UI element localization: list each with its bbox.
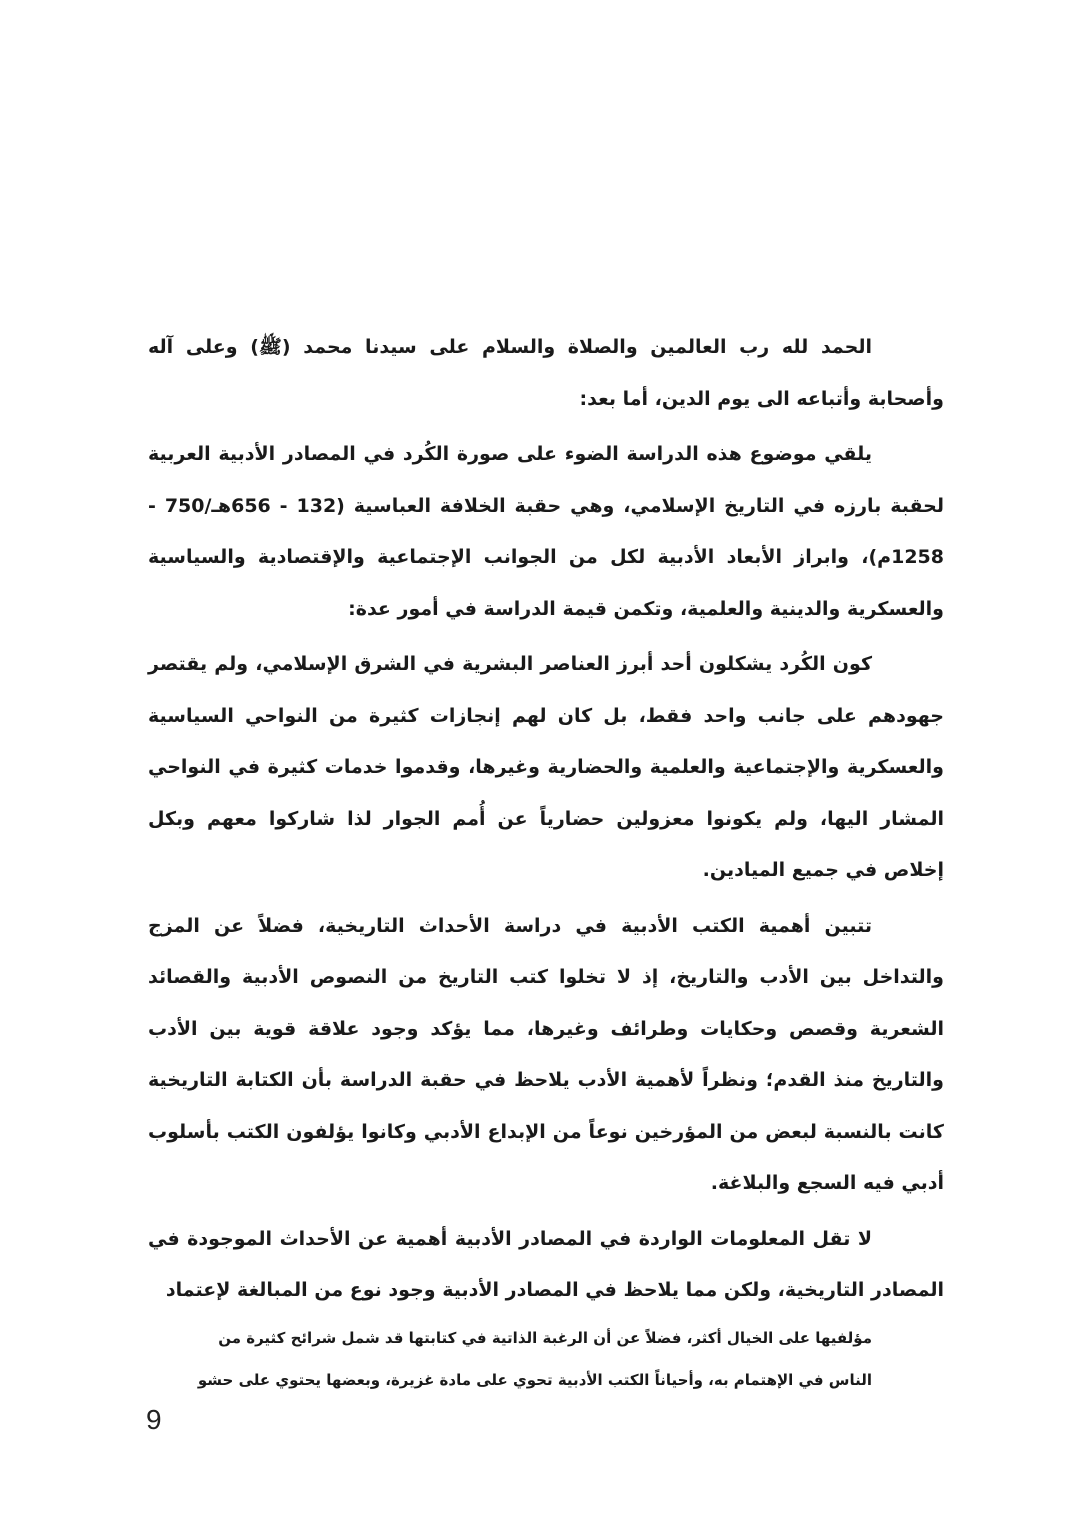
paragraph-sources [148, 1214, 944, 1401]
body-text [148, 322, 944, 1405]
paragraph-sources-line-3: الناس في الإهتمام به، وأحياناً الكتب الأدبية تحوي على مادة غزيرة، وبعضها يحتوي على حشو [197, 1370, 872, 1389]
paragraph-kurds: كون الكُرد يشكلون أحد أبرز العناصر البشرية في الشرق الإسلامي، ولم يقتصر جهودهم على جانب واحد فقط، بل كان لهم إنجازات كثيرة من النواحي السياسية والعسكرية والإجتماعية والعلمية والحضارية وغيرها، وقدموا خدمات كثيرة في النواحي المشار اليها، ولم يكونوا معزولين حضارياً عن أُمم الجوار لذا شاركوا معهم وبكل إخلاص في جميع الميادين. [148, 653, 944, 881]
paragraph-topic: يلقي موضوع هذه الدراسة الضوء على صورة الكُرد في المصادر الأدبية العربية لحقبة بارزه في التاريخ الإسلامي، وهي حقبة الخلافة العباسية (132 - 656هـ/750 - 1258م)، وابراز الأبعاد الأدبية لكل من الجوانب الإجتماعية والإقتصادية والسياسية والعسكرية والدينية والعلمية، وتكمن قيمة الدراسة في أمور عدة: [148, 443, 944, 620]
paragraph-literature-history: تتبين أهمية الكتب الأدبية في دراسة الأحداث التاريخية، فضلاً عن المزج والتداخل بين الأدب والتاريخ، إذ لا تخلوا كتب التاريخ من النصوص الأدبية والقصائد الشعرية وقصص وحكايات وطرائف وغيرها، مما يؤكد وجود علاقة قوية بين الأدب والتاريخ منذ القدم؛ ونظراً لأهمية الأدب يلاحظ في حقبة الدراسة بأن الكتابة التاريخية كانت بالنسبة لبعض من المؤرخين نوعاً من الإبداع الأدبي وكانوا يؤلفون الكتب بأسلوب أدبي فيه السجع والبلاغة. [148, 914, 944, 1194]
paragraph-sources-line-2: مؤلفيها على الخيال أكثر، فضلاً عن أن الرغبة الذاتية في كتابتها قد شمل شرائح كثيرة من [218, 1328, 872, 1347]
page-number: 9 [146, 1404, 162, 1435]
paragraph-sources-line-1: لا تقل المعلومات الواردة في المصادر الأدبية أهمية عن الأحداث الموجودة في المصادر التاريخية، ولكن مما يلاحظ في المصادر الأدبية وجود نوع من المبالغة لإعتماد [148, 1227, 944, 1301]
paragraph-opening: الحمد لله رب العالمين والصلاة والسلام على سيدنا محمد (ﷺ) وعلى آله وأصحابة وأتباعه الى يوم الدين، أما بعد: [148, 336, 944, 410]
